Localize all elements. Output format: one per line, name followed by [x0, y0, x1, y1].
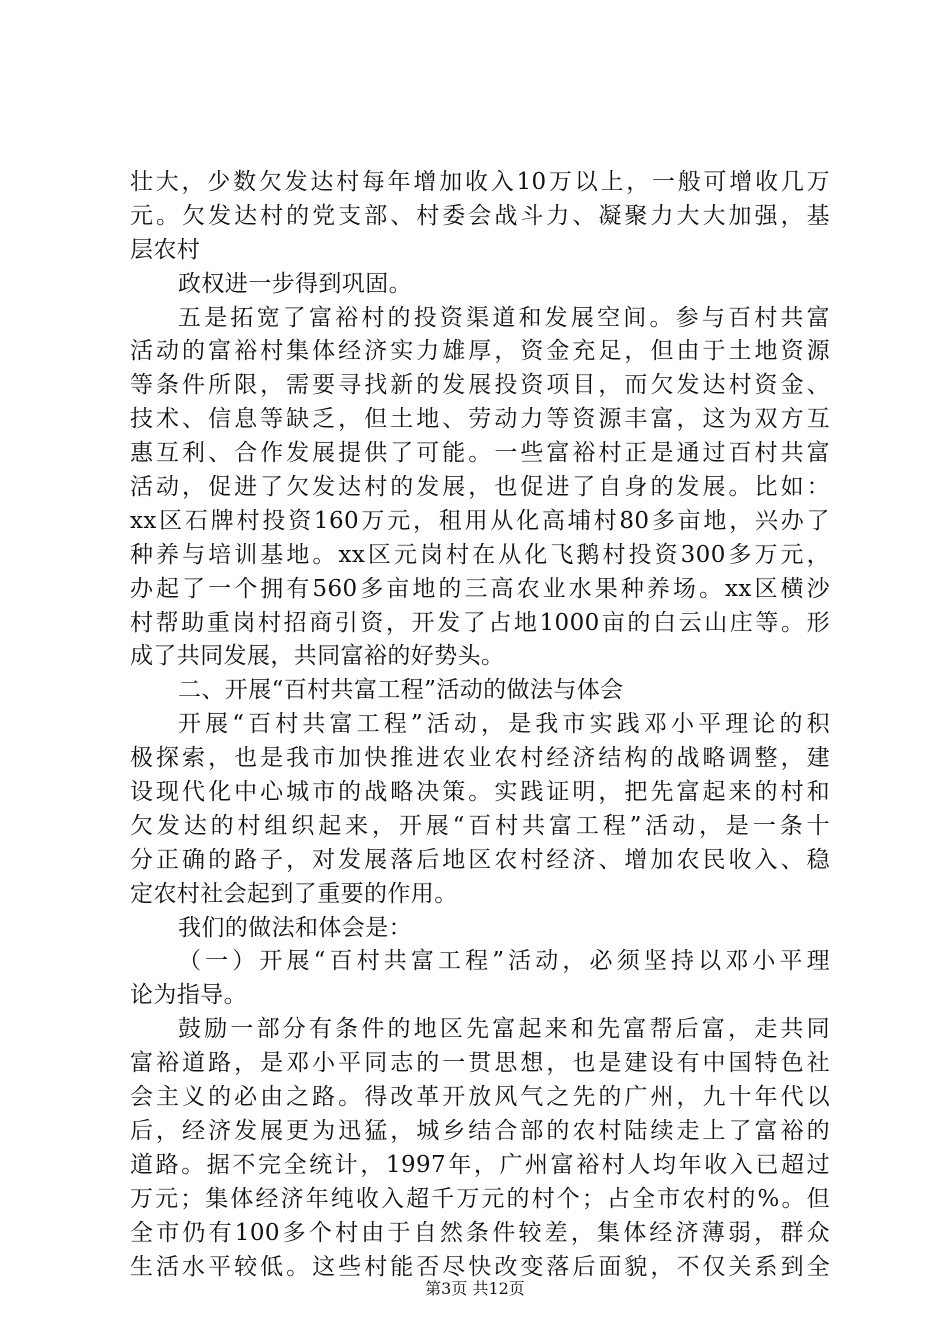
text-line: 欠发达的村组织起来，开展“百村共富工程”活动，是一条十 — [130, 812, 830, 839]
text-line: 活动的富裕村集体经济实力雄厚，资金充足，但由于土地资源 — [130, 338, 830, 365]
text-line: 生活水平较低。这些村能否尽快改变落后面貌，不仅关系到全 — [130, 1253, 830, 1280]
text-line: 等条件所限，需要寻找新的发展投资项目，而欠发达村资金、 — [130, 372, 830, 399]
text-line: 极探索，也是我市加快推进农业农村经济结构的战略调整，建 — [130, 745, 830, 772]
text-line: 鼓励一部分有条件的地区先富起来和先富帮后富，走共同 — [178, 1016, 830, 1043]
text-line: xx区石牌村投资160万元，租用从化高埔村80多亩地，兴办了 — [130, 507, 830, 534]
text-line: （一）开展“百村共富工程”活动，必须坚持以邓小平理 — [178, 948, 830, 975]
text-line: 全市仍有100多个村由于自然条件较差，集体经济薄弱，群众 — [130, 1219, 830, 1246]
page-footer: 第3页 共12页 — [425, 1279, 525, 1298]
text-line: 惠互利、合作发展提供了可能。一些富裕村正是通过百村共富 — [130, 440, 830, 467]
text-line: 我们的做法和体会是： — [178, 914, 412, 941]
text-line: 成了共同发展，共同富裕的好势头。 — [130, 643, 505, 670]
text-line: 技术、信息等缺乏，但土地、劳动力等资源丰富，这为双方互 — [130, 406, 830, 433]
text-line: 定农村社会起到了重要的作用。 — [130, 880, 458, 907]
text-line: 分正确的路子，对发展落后地区农村经济、增加农民收入、稳 — [130, 846, 830, 873]
text-line: 元。欠发达村的党支部、村委会战斗力、凝聚力大大加强，基 — [130, 202, 830, 229]
text-line: 会主义的必由之路。得改革开放风气之先的广州，九十年代以 — [130, 1084, 830, 1111]
text-line: 富裕道路，是邓小平同志的一贯思想，也是建设有中国特色社 — [130, 1050, 830, 1077]
document-body — [130, 166, 830, 1284]
text-line: 层农村 — [130, 236, 201, 263]
text-line: 道路。据不完全统计，1997年，广州富裕村人均年收入已超过 — [130, 1151, 830, 1178]
text-line: 设现代化中心城市的战略决策。实践证明，把先富起来的村和 — [130, 779, 830, 806]
text-line: 政权进一步得到巩固。 — [178, 270, 412, 297]
text-line: 办起了一个拥有560多亩地的三高农业水果种养场。xx区横沙 — [130, 575, 830, 602]
text-line: 村帮助重岗村招商引资，开发了占地1000亩的白云山庄等。形 — [130, 609, 830, 636]
text-line: 论为指导。 — [130, 982, 247, 1009]
text-line: 开展“百村共富工程”活动，是我市实践邓小平理论的积 — [178, 711, 830, 738]
text-line: 后，经济发展更为迅猛，城乡结合部的农村陆续走上了富裕的 — [130, 1117, 830, 1144]
text-line: 万元；集体经济年纯收入超千万元的村个；占全市农村的%。但 — [130, 1185, 830, 1212]
text-line: 种养与培训基地。xx区元岗村在从化飞鹅村投资300多万元， — [130, 541, 830, 568]
text-line: 壮大，少数欠发达村每年增加收入10万以上，一般可增收几万 — [130, 169, 830, 195]
text-line: 二、开展“百村共富工程”活动的做法与体会 — [178, 677, 624, 704]
text-line: 五是拓宽了富裕村的投资渠道和发展空间。参与百村共富 — [178, 304, 830, 331]
text-line: 活动，促进了欠发达村的发展，也促进了自身的发展。比如： — [130, 474, 830, 501]
